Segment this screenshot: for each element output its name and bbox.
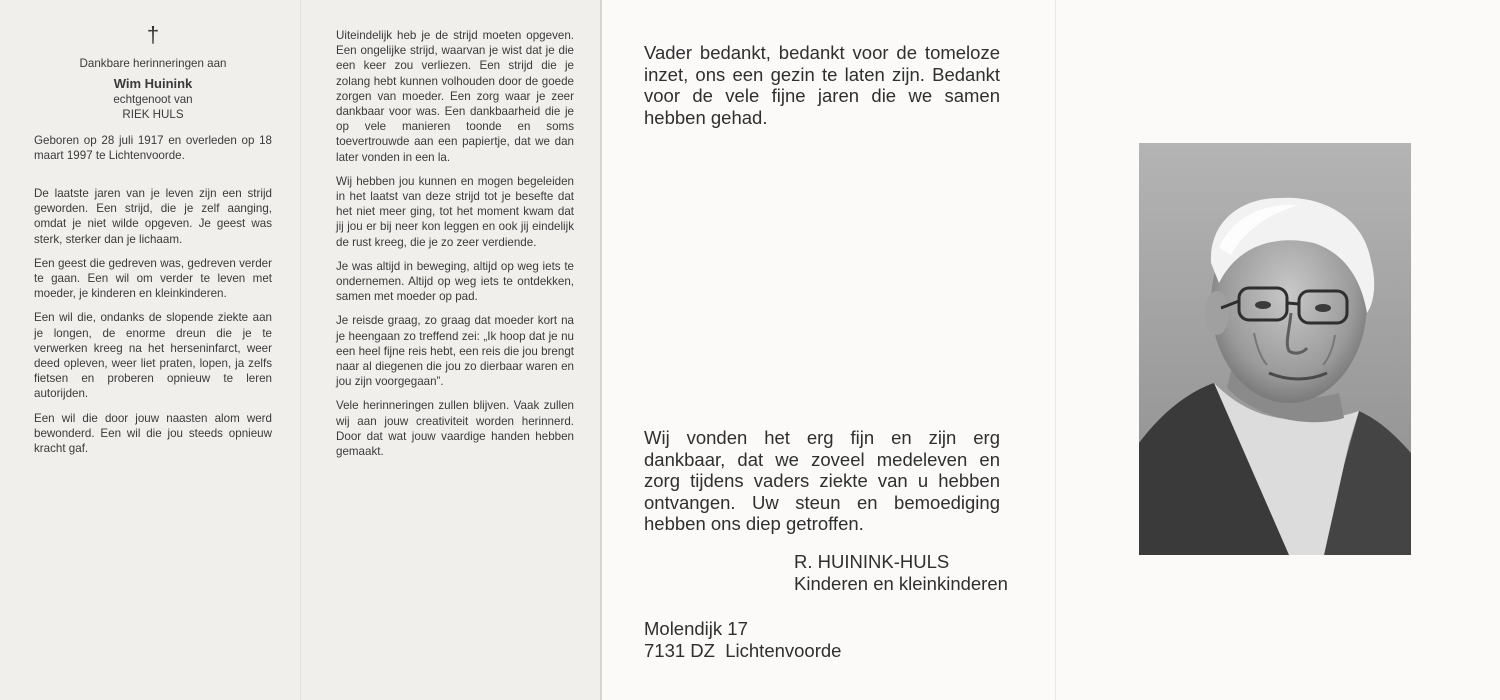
born-died-text: Geboren op 28 juli 1917 en overleden op 18 maart 1997 te Lichtenvoorde. [34,133,272,162]
address-block [644,618,841,662]
paragraph: Een geest die gedreven was, gedreven verder te gaan. Een wil om verder te leven met moeder, je kinderen en kleinkinderen. [34,256,272,301]
paragraph: Een wil die, ondanks de slopende ziekte aan je longen, de enorme dreun die je te verwerken kreeg na het herseninfarct, weer deed opleven, weer liet praten, lopen, ja zelfs fietsen en proberen opnieuw te leren autorijden. [34,311,272,401]
relation-line: echtgenoot van [113,93,193,107]
portrait-photo [1139,143,1411,555]
address-city: 7131 DZ Lichtenvoorde [644,640,842,661]
paragraph: De laatste jaren van je leven zijn een strijd geworden. Een strijd, die je zelf aanging, omdat je niet wilde opgeven. Je geest was sterk, sterker dan je lichaam. [34,187,272,246]
paragraph: Je reisde graag, zo graag dat moeder kort na je heengaan zo treffend zei: „Ik hoop dat je nu een heel fijne reis hebt, een reis die jou brengt naar al diegenen die jou zo dierbaar waren en jou zijn voorgegaan”. [336,314,574,389]
address-street: Molendijk 17 [644,618,748,639]
thanks-text-bottom: Wij vonden het erg fijn en zijn erg dankbaar, dat we zoveel medeleven en zorg tijdens vaders ziekte van u hebben ontvangen. Uw steun en bemoediging hebben ons diep getroffen. [644,427,1000,535]
paragraph: Wij hebben jou kunnen en mogen begeleiden in het laatst van deze strijd tot je besefte dat het niet meer ging, tot het moment kwam dat jij jou er bij neer kon leggen en ook jij eindelijk de rust kreeg, die je zo zeer verdiende. [336,174,574,249]
portrait-image [1139,143,1411,555]
middle-column [336,28,574,468]
signature-family: Kinderen en kleinkinderen [794,573,1008,594]
deceased-name: Wim Huinink [113,76,193,92]
fold-line-right [1055,0,1056,700]
paragraph: Uiteindelijk heb je de strijd moeten opgeven. Een ongelijke strijd, waarvan je wist dat je die een keer zou verliezen. Een strijd die je zolang hebt kunnen volhouden door de goede zorgen van moeder. Een zorg waar je zeer dankbaar voor was. Een dankbaarheid die je op vele manieren toonde en soms toevertrouwde aan een papiertje, dat we dan later vonden in een la. [336,29,574,164]
cross-icon: † [146,22,160,47]
paragraph: Een wil die door jouw naasten alom werd bewonderd. Een wil die jou steeds opnieuw kracht gaf. [34,411,272,456]
paragraph: Vele herinneringen zullen blijven. Vaak zullen wij aan jouw creativiteit worden herinnerd. Door dat wat jouw vaardige handen hebben gemaakt. [336,399,574,459]
signature-block [794,551,1008,595]
intro-line: Dankbare herinneringen aan [79,57,227,70]
fold-line-left [300,0,301,700]
thanks-text-top: Vader bedankt, bedankt voor de tomeloze inzet, ons een gezin te laten zijn. Bedankt voor de vele fijne jaren die we samen hebben gehad. [644,42,1000,128]
left-column [34,22,272,465]
fold-line-center [600,0,602,700]
signature-name: R. HUININK-HULS [794,551,950,572]
paragraph: Je was altijd in beweging, altijd op weg iets te ondernemen. Altijd op weg iets te ontdekken, samen met moeder op pad. [336,259,574,304]
spouse-name: RIEK HULS [122,108,184,122]
